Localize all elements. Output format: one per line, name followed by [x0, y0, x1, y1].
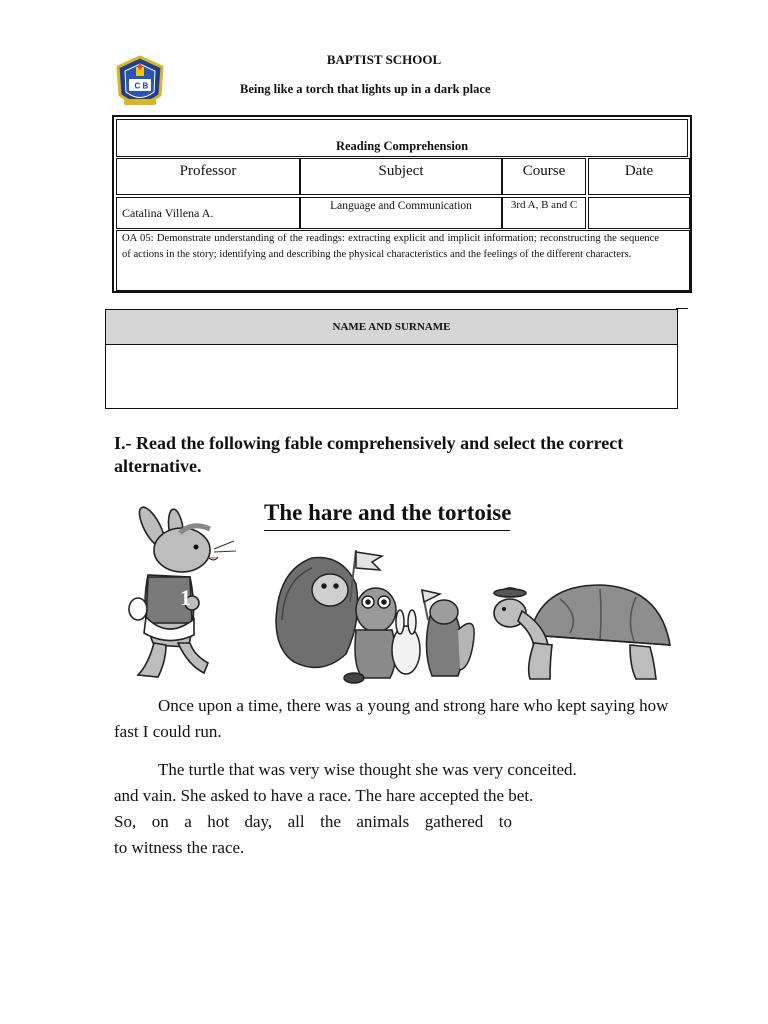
fable-title: The hare and the tortoise — [264, 500, 512, 525]
animals-crowd-illustration — [272, 550, 482, 685]
svg-text:C B: C B — [134, 81, 149, 91]
instruction-text: I.- Read the following fable comprehensively and select the correct alternative. — [114, 433, 624, 476]
story-paragraph-1 — [114, 693, 694, 745]
school-name: BAPTIST SCHOOL — [326, 52, 442, 67]
name-surname-label: NAME AND SURNAME — [106, 310, 677, 345]
paragraph-2-line-2: and vain. She asked to have a race. The hare accepted the bet. — [114, 786, 534, 805]
svg-text:1: 1 — [180, 585, 191, 610]
paragraph-2-line-4: to witness the race. — [114, 838, 245, 857]
name-surname-field[interactable] — [112, 352, 671, 402]
column-header-course: Course — [502, 158, 586, 195]
story-paragraph-2 — [114, 757, 694, 861]
paragraph-2-line-1: The turtle that was very wise thought she was very conceited. — [158, 760, 577, 779]
hare-runner-illustration — [118, 505, 243, 685]
column-header-date: Date — [588, 158, 690, 195]
school-motto: Being like a torch that lights up in a dark place — [240, 82, 491, 96]
date-value — [588, 197, 690, 229]
course-value: 3rd A, B and C — [502, 197, 586, 229]
name-surname-box — [105, 309, 678, 409]
paragraph-1-text: Once upon a time, there was a young and strong hare who kept saying how fast I could run. — [114, 696, 669, 741]
column-header-professor: Professor — [116, 158, 300, 195]
subject-value: Language and Communication — [300, 197, 502, 229]
learning-objective: OA 05: Demonstrate understanding of the readings: extracting explicit and implicit information; reconstructing the sequence of actions in the story; identifying and describing the physical characteristics and the feelings of the different characters. — [116, 230, 690, 291]
paragraph-2-line-3: So, on a hot day, all the animals gathered to — [114, 812, 512, 831]
title-underline — [264, 530, 510, 531]
tortoise-illustration — [490, 575, 675, 685]
reading-comprehension-title: Reading Comprehension — [116, 119, 688, 157]
column-header-subject: Subject — [300, 158, 502, 195]
professor-value: Catalina Villena A. — [116, 197, 300, 229]
info-table — [112, 115, 692, 293]
